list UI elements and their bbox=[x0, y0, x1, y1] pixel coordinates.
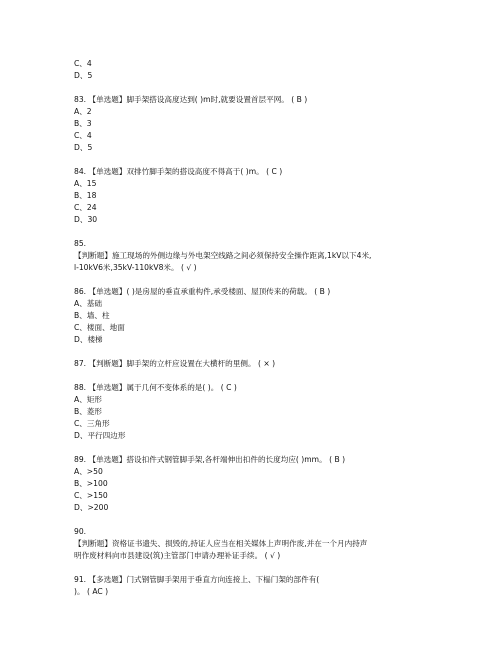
question-85-text-2: l-10kV6米,35kV-110kV8米。 ( √ ) bbox=[74, 263, 197, 272]
question-89: 89. 【单选题】搭设扣件式钢管脚手架,各杆端伸出扣件的长度均应( )mm。 ( B ) bbox=[74, 455, 346, 464]
q83-option-d: D、5 bbox=[74, 143, 93, 152]
q84-option-d: D、30 bbox=[74, 215, 98, 224]
question-90-text-2: 明作废材料向市县建设(筑)主管部门申请办理补证手续。 ( √ ) bbox=[74, 551, 281, 560]
question-90-number: 90. bbox=[74, 527, 87, 536]
q84-option-b: B、18 bbox=[74, 191, 97, 200]
q88-option-d: D、平行四边形 bbox=[74, 431, 126, 440]
question-90-text-1: 【判断题】资格证书遗失、损毁的,持证人应当在相关媒体上声明作废,并在一个月内持声 bbox=[74, 539, 368, 548]
q89-option-a: A、>50 bbox=[74, 467, 103, 476]
question-88: 88. 【单选题】属于几何不变体系的是( )。 ( C ) bbox=[74, 383, 237, 392]
question-84: 84. 【单选题】双排竹脚手架的搭设高度不得高于( )m。 ( C ) bbox=[74, 167, 283, 176]
question-85-number: 85. bbox=[74, 239, 87, 248]
q89-option-b: B、>100 bbox=[74, 479, 108, 488]
question-91-text-1: 91. 【多选题】门式钢管脚手架用于垂直方向连接上、下榀门架的部件有( bbox=[74, 575, 320, 584]
q83-option-a: A、2 bbox=[74, 107, 92, 116]
q89-option-d: D、>200 bbox=[74, 503, 109, 512]
q83-option-c: C、4 bbox=[74, 131, 92, 140]
question-91-text-2: )。 ( AC ) bbox=[74, 587, 109, 596]
q88-option-a: A、矩形 bbox=[74, 395, 102, 404]
question-87: 87. 【判断题】脚手架的立杆应设置在大横杆的里侧。 ( × ) bbox=[74, 359, 276, 368]
question-83: 83. 【单选题】脚手架搭设高度达到( )m时,就要设置首层平网。 ( B ) bbox=[74, 95, 308, 104]
q86-option-d: D、楼梯 bbox=[74, 335, 103, 344]
q83-option-b: B、3 bbox=[74, 119, 92, 128]
q86-option-a: A、基础 bbox=[74, 299, 102, 308]
q88-option-b: B、菱形 bbox=[74, 407, 102, 416]
option-c-prev: C、4 bbox=[74, 59, 92, 68]
question-85-text-1: 【判断题】施工现场的外侧边缘与外电架空线路之间必须保持安全操作距离,1kV以下4米, bbox=[74, 251, 372, 260]
q88-option-c: C、三角形 bbox=[74, 419, 110, 428]
q84-option-c: C、24 bbox=[74, 203, 97, 212]
option-d-prev: D、5 bbox=[74, 71, 93, 80]
q86-option-b: B、墙、柱 bbox=[74, 311, 110, 320]
q86-option-c: C、楼面、地面 bbox=[74, 323, 125, 332]
question-86: 86. 【单选题】( )是房屋的垂直承重构件,承受楼面、屋顶传来的荷载。 ( B ) bbox=[74, 287, 331, 296]
q84-option-a: A、15 bbox=[74, 179, 97, 188]
q89-option-c: C、>150 bbox=[74, 491, 108, 500]
